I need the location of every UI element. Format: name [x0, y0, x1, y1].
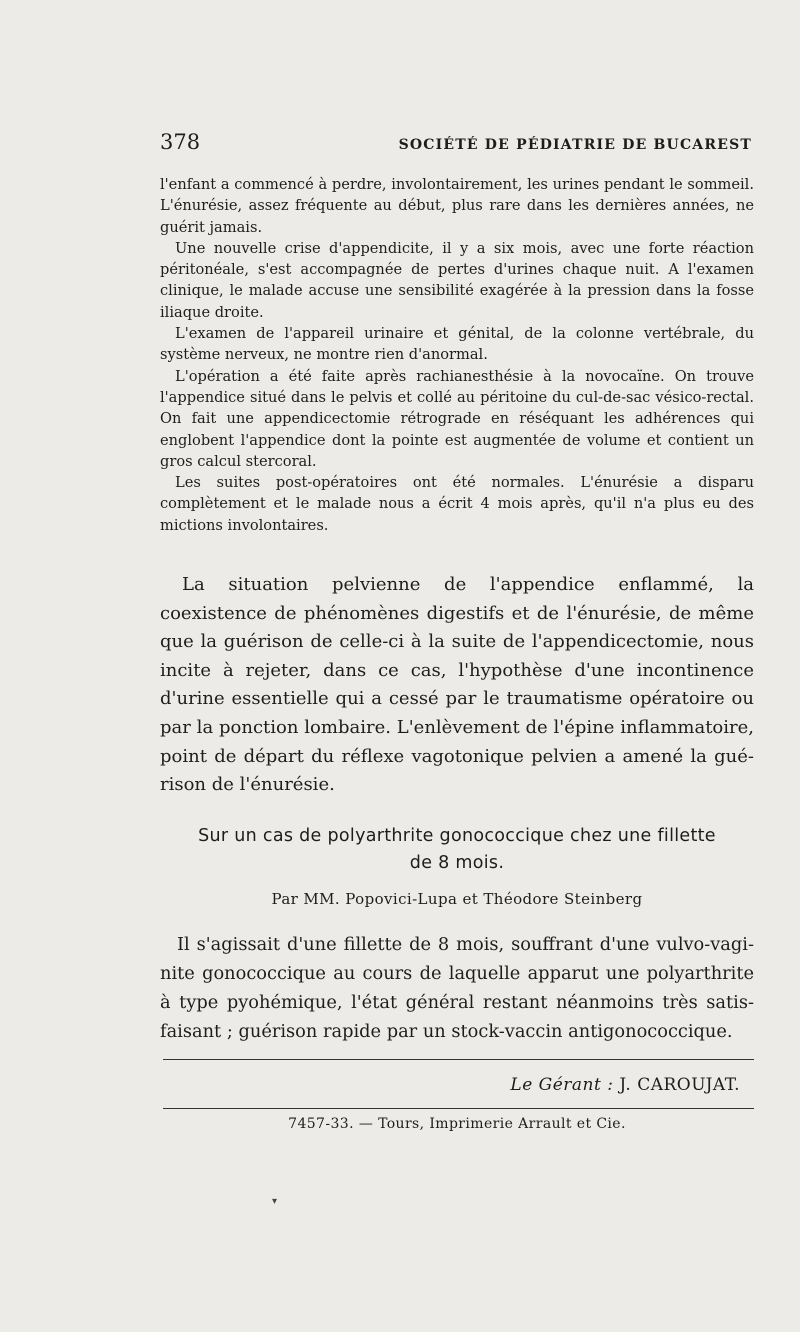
article-abstract — [160, 930, 754, 1046]
divider — [163, 1108, 754, 1109]
gerant-role: Le Gérant : — [510, 1075, 614, 1095]
paragraph: L'examen de l'appareil urinaire et génital, de la colonne vertébrale, du système nerveux, ne montre rien d'anormal. — [160, 325, 754, 364]
abstract-paragraph: Il s'agissait d'une fillette de 8 mois, souffrant d'une vulvo-vaginite gonococcique au cours de laquelle apparut une polyarthrite à type pyohémique, l'état général restant néanmoins très satisfaisant ; guérison rapide par un stock-vaccin antigonococcique. — [160, 934, 754, 1042]
conclusion-text — [160, 571, 754, 800]
article-title-line: de 8 mois. — [409, 853, 505, 873]
printer-imprint: 7457-33. — Tours, Imprimerie Arrault et Cie. — [288, 1116, 626, 1132]
case-report-text — [160, 174, 754, 536]
article-authors: Par MM. Popovici-Lupa et Théodore Steinberg — [271, 890, 643, 908]
gerant-name: J. CAROUJAT. — [619, 1075, 740, 1095]
page-header — [160, 130, 754, 154]
article-title-line: Sur un cas de polyarthrite gonococcique chez une fillette — [198, 826, 716, 846]
paragraph: Une nouvelle crise d'appendicite, il y a six mois, avec une forte réaction péritonéale, s'est accompagnée de pertes d'urines chaque nuit. A l'examen clinique, le malade accuse une sensibilité exagérée à la pression dans la fosse iliaque droite. — [160, 239, 754, 321]
divider — [163, 1059, 754, 1060]
page-number: 378 — [160, 130, 201, 154]
running-head: SOCIÉTÉ DE PÉDIATRIE DE BUCAREST — [398, 137, 752, 153]
paragraph: L'opération a été faite après rachianesthésie à la novocaïne. On trouve l'appendice situé dans le pelvis et collé au péritoine du cul-de-sac vésico-rectal. On fait une appendicectomie rétrograde en réséquant les adhérences qui englobent l'appendice dont la pointe est augmentée de volume et contient un gros calcul stercoral. — [160, 367, 754, 470]
article-title — [160, 823, 754, 877]
paragraph: l'enfant a commencé à perdre, involontairement, les urines pendant le sommeil. L'énurésie, assez fréquente au début, plus rare dans les dernières années, ne guérit jamais. — [160, 176, 754, 236]
printer-mark: ▾ — [272, 1196, 278, 1207]
gerant-line — [160, 1075, 740, 1095]
conclusion-paragraph: La situation pelvienne de l'appendice enflammé, la coexistence de phénomènes digestifs et de l'énurésie, de même que la guérison de celle-ci à la suite de l'appendicectomie, nous incite à rejeter, dans ce cas, l'hypothèse d'une incontinence d'urine essentielle qui a cessé par le traumatisme opératoire ou par la ponction lombaire. L'enlèvement de l'épine inflammatoire, point de départ du réflexe vagotonique pelvien a amené la guérison de l'énurésie. — [160, 574, 754, 796]
paragraph: Les suites post-opératoires ont été normales. L'énurésie a disparu complètement et le malade nous a écrit 4 mois après, qu'il n'a plus eu des mictions involontaires. — [160, 474, 754, 534]
